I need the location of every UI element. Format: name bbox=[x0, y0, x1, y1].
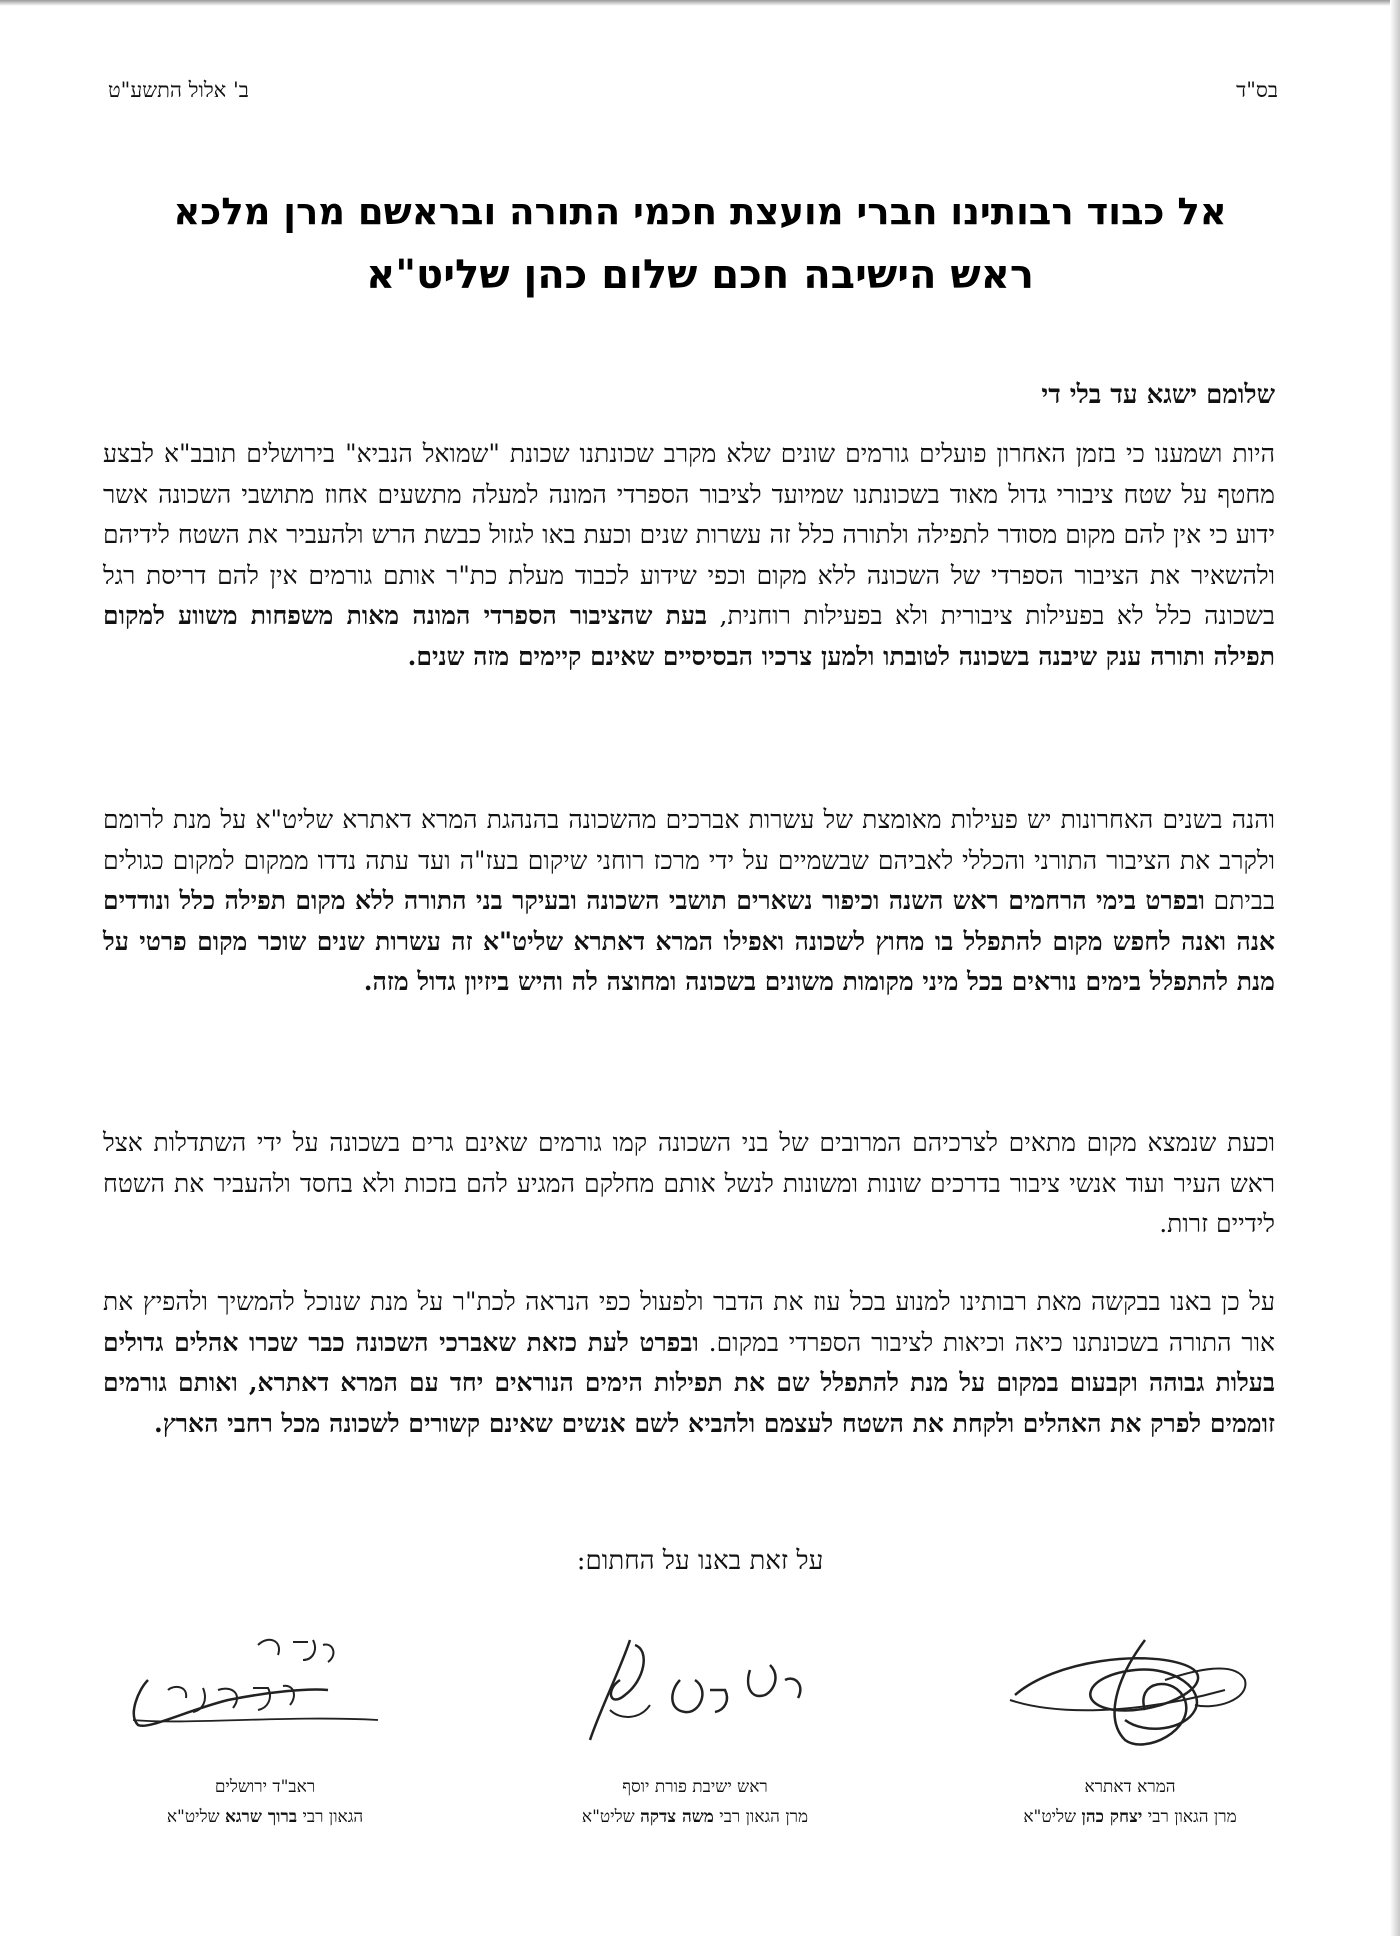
signatory-2 bbox=[515, 1772, 875, 1832]
signature-2-drawing bbox=[550, 1620, 850, 1760]
paragraph-3 bbox=[103, 1123, 1275, 1245]
signatory-3-role: ראב"ד ירושלים bbox=[214, 1777, 316, 1797]
signatory-1-name: יצחק כהן bbox=[1081, 1807, 1143, 1827]
signatory-1-name-line bbox=[950, 1802, 1310, 1832]
signatory-1-prefix: מרן הגאון רבי bbox=[1147, 1807, 1237, 1827]
paragraph-3-text: וכעת שנמצא מקום מתאים לצרכיהם המרובים של בני השכונה קמו גורמים שאינם גרים בשכונה על ידי השתדלות אצל ראש העיר ועוד אנשי ציבור בדרכים שונות ומשונות לנשל אותם מחלקם המגיע להם בזכות ולא בחסד ולהעביר את השטח לידיים זרות. bbox=[103, 1128, 1275, 1238]
signatory-2-role: ראש ישיבת פורת יוסף bbox=[622, 1777, 768, 1797]
signatory-1-suffix: שליט"א bbox=[1023, 1807, 1077, 1827]
signatory-2-name-line bbox=[515, 1802, 875, 1832]
signature-1-drawing bbox=[995, 1620, 1295, 1760]
letter-greeting: שלומם ישגא עד בלי די bbox=[1041, 380, 1275, 410]
paragraph-4-text: על כן באנו בבקשה מאת רבותינו למנוע בכל עוז את הדבר ולפעול כפי הנראה לכת"ר על מנת שנוכל להמשיך ולהפיץ את אור התורה בשכונתנו כיאה וכיאות לציבור הספרדי במקום. bbox=[103, 1287, 1276, 1357]
signature-3-drawing bbox=[108, 1620, 408, 1760]
signature-3-handwritten bbox=[108, 1620, 408, 1760]
letter-title-line2: ראש הישיבה חכם שלום כהן שליט"א bbox=[366, 252, 1034, 298]
paragraph-2-text: והנה בשנים האחרונות יש פעילות מאומצת של עשרות אברכים מהשכונה בהנהגת המרא דאתרא שליט"א על מנת לרומם ולקרב את הציבור התורני והכללי לאביהם שבשמיים על ידי מרכז רוחני שיקום בעז"ה ועד עתה נדדו ממקום למקום כגולים בביתם bbox=[103, 805, 1276, 915]
signatory-2-suffix: שליט"א bbox=[581, 1807, 635, 1827]
signature-1-handwritten bbox=[995, 1620, 1295, 1760]
closing-line: על זאת באנו על החתום: bbox=[576, 1546, 824, 1576]
signatory-3 bbox=[85, 1772, 445, 1832]
signatory-2-name: משה צדקה bbox=[640, 1807, 714, 1827]
letter-date: ב' אלול התשע"ט bbox=[108, 78, 249, 102]
signatory-3-prefix: הגאון רבי bbox=[302, 1807, 364, 1827]
paragraph-1-bold-text: בעת שהציבור הספרדי המונה מאות משפחות משווע למקום תפילה ותורה ענק שיבנה בשכונה לטובתו ולמען צרכיו הבסיסיים שאינם קיימים מזה שנים. bbox=[103, 601, 1275, 671]
paragraph-2 bbox=[103, 800, 1275, 1003]
paragraph-1 bbox=[103, 434, 1275, 677]
signatory-3-suffix: שליט"א bbox=[166, 1807, 220, 1827]
signatory-3-name: ברוך שרגא bbox=[224, 1807, 298, 1827]
paragraph-1-text: היות ושמענו כי בזמן האחרון פועלים גורמים שונים שלא מקרב שכונתנו שכונת "שמואל הנביא" בירושלים תובב"א לבצע מחטף על שטח ציבורי גדול מאוד בשכונתנו שמיועד לציבור הספרדי המונה למעלה מתשעים אחוז מתושבי השכונה אשר ידוע כי אין להם מקום מסודר לתפילה ולתורה כלל זה עשרות שנים וכעת באו לגזול כבשת הרש ולהעביר את השטח לידיהם ולהשאיר את הציבור הספרדי של השכונה ללא מקום וכפי שידוע לכבוד מעלת כת"ר אותם גורמים אין להם דריסת רגל בשכונה כלל לא בפעילות ציבורית ולא בפעילות רוחנית, bbox=[103, 439, 1275, 630]
letter-title-line1: אל כבוד רבותינו חברי מועצת חכמי התורה ובראשם מרן מלכא bbox=[173, 190, 1227, 233]
paragraph-2-bold-text: ובפרט בימי הרחמים ראש השנה וכיפור נשארים תושבי השכונה ובעיקר בני התורה ללא מקום תפילה כלל ונודדים אנה ואנה לחפש מקום להתפלל בו מחוץ לשכונה ואפילו המרא דאתרא שליט"א זה עשרות שנים שוכר מקום פרטי על מנת להתפלל בימים נוראים בכל מיני מקומות משונים בשכונה ומחוצה לה והיש ביזיון גדול מזה. bbox=[103, 886, 1275, 996]
signatory-2-prefix: מרן הגאון רבי bbox=[719, 1807, 809, 1827]
paragraph-4-bold-text: ובפרט לעת כזאת שאברכי השכונה כבר שכרו אהלים גדולים בעלות גבוהה וקבעום במקום על מנת להתפלל שם את תפילות הימים הנוראים יחד עם המרא דאתרא, ואותם גורמים זוממים לפרק את האהלים ולקחת את השטח לעצמם ולהביא לשם אנשים שאינם קשורים לשכונה מכל רחבי הארץ. bbox=[103, 1327, 1275, 1438]
paragraph-4 bbox=[103, 1282, 1275, 1444]
signatory-3-name-line bbox=[85, 1802, 445, 1832]
signatory-1 bbox=[950, 1772, 1310, 1832]
bsd-mark: בס"ד bbox=[1236, 78, 1278, 102]
signatory-1-role: המרא דאתרא bbox=[1084, 1777, 1176, 1797]
signature-2-handwritten bbox=[550, 1620, 850, 1760]
